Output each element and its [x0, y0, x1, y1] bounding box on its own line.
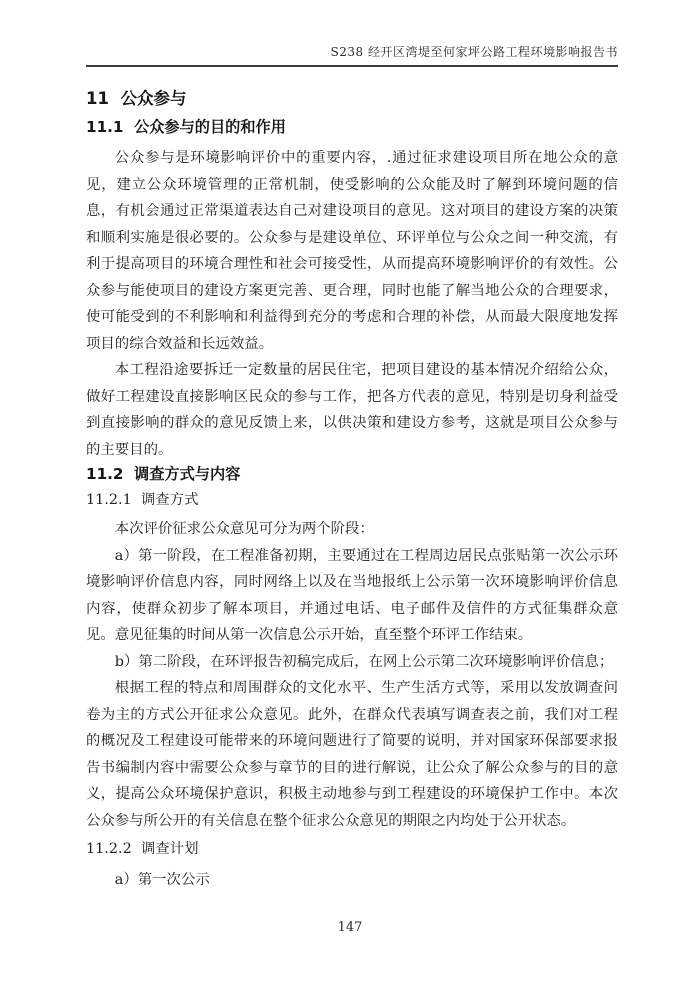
- document-body: [86, 86, 618, 894]
- chapter-heading: 11 公众参与: [86, 89, 187, 108]
- subsection-11-2-1-heading: 11.2.1 调查方式: [86, 492, 199, 508]
- running-header-title: S238 经开区湾堤至何家坪公路工程环境影响报告书: [330, 45, 618, 59]
- paragraph-first-publicity: a）第一次公示: [114, 872, 210, 888]
- paragraph-purpose-1: 公众参与是环境影响评价中的重要内容，.通过征求建设项目所在地公众的意见，建立公众环境管理的正常机制，使受影响的公众能及时了解到环境问题的信息，有机会通过正常渠道表达自己对建设项目的意见。这对项目的建设方案的决策和顺利实施是很必要的。公众参与是建设单位、环评单位与公众之间一种交流，有利于提高项目的环境合理性和社会可接受性，从而提高环境影响评价的有效性。公众参与能使项目的建设方案更完善、更合理，同时也能了解当地公众的合理要求，使可能受到的不利影响和利益得到充分的考虑和合理的补偿，从而最大限度地发挥项目的综合效益和长远效益。: [86, 150, 618, 352]
- page-number: 147: [337, 920, 363, 935]
- paragraph-purpose-2: 本工程沿途要拆迁一定数量的居民住宅，把项目建设的基本情况介绍给公众，做好工程建设直接影响区民众的参与工作，把各方代表的意见，特别是切身利益受到直接影响的群众的意见反馈上来，以供决策和建设方参考，这就是项目公众参与的主要目的。: [86, 362, 618, 458]
- paragraph-stage-b: b）第二阶段，在环评报告初稿完成后，在网上公示第二次环境影响评价信息；: [114, 653, 614, 670]
- section-11-2-heading: 11.2 调查方式与内容: [86, 465, 241, 483]
- page-footer: [0, 920, 700, 935]
- paragraph-stage-a: a）第一阶段，在工程准备初期，主要通过在工程周边居民点张贴第一次公示环境影响评价信息内容，同时网络上以及在当地报纸上公示第一次环境影响评价信息内容，使群众初步了解本项目，并通过电话、电子邮件及信件的方式征集群众意见。意见征集的时间从第一次信息公示开始，直至整个环评工作结束。: [86, 547, 618, 643]
- section-11-1-heading: 11.1 公众参与的目的和作用: [86, 118, 286, 136]
- page-header: [86, 45, 618, 67]
- paragraph-two-stages-intro: 本次评价征求公众意见可分为两个阶段：: [114, 521, 374, 537]
- paragraph-survey-method: 根据工程的特点和周围群众的文化水平、生产生活方式等，采用以发放调查问卷为主的方式公开征求公众意见。此外，在群众代表填写调查表之前，我们对工程的概况及工程建设可能带来的环境问题进行了简要的说明，并对国家环保部要求报告书编制内容中需要公众参与章节的目的进行解说，让公众了解公众参与的目的意义，提高公众环境保护意识，积极主动地参与到工程建设的环境保护工作中。本次公众参与所公开的有关信息在整个征求公众意见的期限之内均处于公开状态。: [86, 680, 618, 829]
- subsection-11-2-2-heading: 11.2.2 调查计划: [86, 841, 199, 857]
